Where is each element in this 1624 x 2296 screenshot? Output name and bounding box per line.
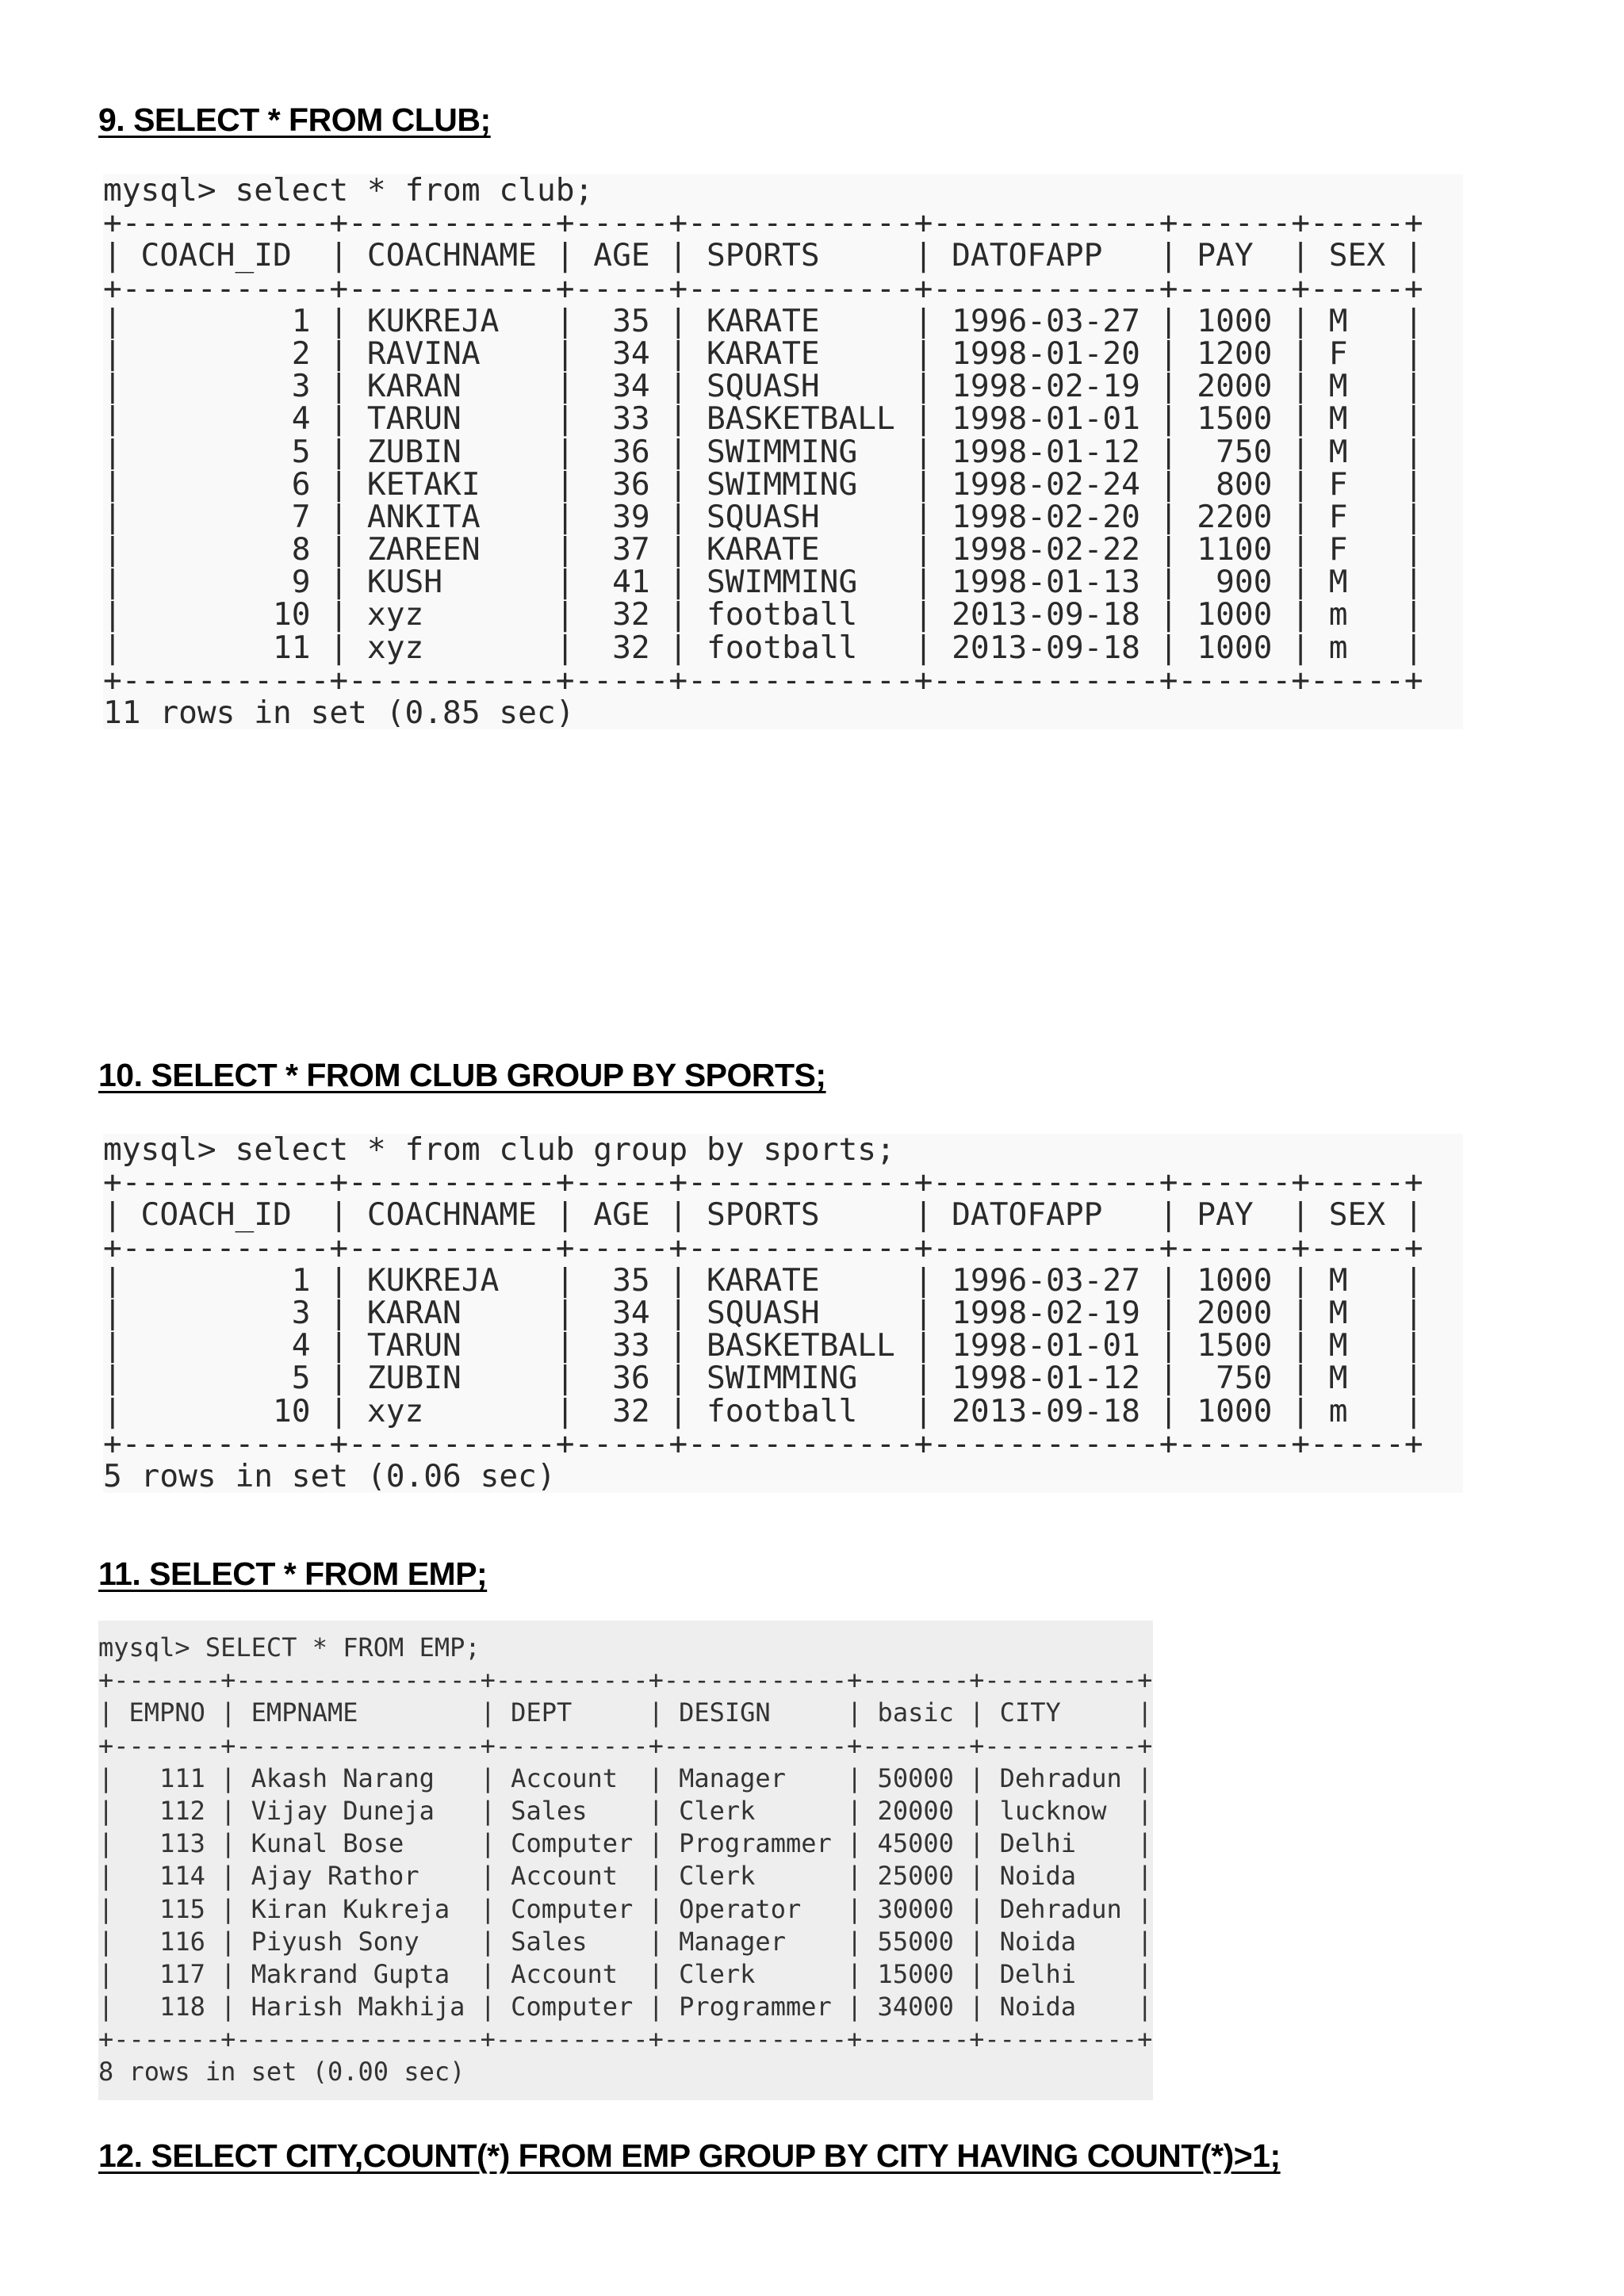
- table-row: | 111 | Akash Narang | Account | Manager | 50000 | Dehradun |: [98, 1762, 1153, 1793]
- table-row: | 117 | Makrand Gupta | Account | Clerk | 15000 | Delhi |: [98, 1958, 1153, 1989]
- table-header-row: | EMPNO | EMPNAME | DEPT | DESIGN | basic | CITY |: [98, 1697, 1153, 1728]
- section-12-heading: 12. SELECT CITY,COUNT(*) FROM EMP GROUP BY CITY HAVING COUNT(*)>1;: [98, 2137, 1281, 2174]
- console-prompt: mysql> SELECT * FROM EMP;: [98, 1632, 481, 1663]
- console-prompt: mysql> select * from club group by sports;: [103, 1131, 895, 1168]
- table-row: | 11 | xyz | 32 | football | 2013-09-18 | 1000 | m |: [103, 629, 1423, 666]
- table-row: | 115 | Kiran Kukreja | Computer | Operator | 30000 | Dehradun |: [98, 1893, 1153, 1924]
- table-row: | 5 | ZUBIN | 36 | SWIMMING | 1998-01-12 | 750 | M |: [103, 1360, 1423, 1397]
- table-border: +-------+----------------+----------+------------+-------+----------+: [98, 1730, 1153, 1761]
- table-row: | 4 | TARUN | 33 | BASKETBALL | 1998-01-01 | 1500 | M |: [103, 400, 1423, 438]
- result-summary: 8 rows in set (0.00 sec): [98, 2057, 465, 2087]
- table-border: +-----------+-----------+-----+------------+------------+------+-----+: [103, 1425, 1423, 1462]
- table-row: | 2 | RAVINA | 34 | KARATE | 1998-01-20 | 1200 | F |: [103, 335, 1423, 372]
- table-row: | 113 | Kunal Bose | Computer | Programmer | 45000 | Delhi |: [98, 1828, 1153, 1859]
- table-header-row: | COACH_ID | COACHNAME | AGE | SPORTS | DATOFAPP | PAY | SEX |: [103, 1196, 1423, 1234]
- result-summary: 5 rows in set (0.06 sec): [103, 1457, 556, 1494]
- table-border: +-------+----------------+----------+------------+-------+----------+: [98, 1665, 1153, 1696]
- table-border: +-------+----------------+----------+------------+-------+----------+: [98, 2024, 1153, 2055]
- emp-query-output: [98, 1621, 1153, 2100]
- section-10-heading: 10. SELECT * FROM CLUB GROUP BY SPORTS;: [98, 1057, 826, 1093]
- table-row: | 1 | KUKREJA | 35 | KARATE | 1996-03-27 | 1000 | M |: [103, 302, 1423, 339]
- table-row: | 3 | KARAN | 34 | SQUASH | 1998-02-19 | 2000 | M |: [103, 1294, 1423, 1331]
- table-row: | 8 | ZAREEN | 37 | KARATE | 1998-02-22 | 1100 | F |: [103, 531, 1423, 568]
- console-prompt: mysql> select * from club;: [103, 172, 594, 209]
- table-row: | 10 | xyz | 32 | football | 2013-09-18 | 1000 | m |: [103, 1392, 1423, 1429]
- table-row: | 7 | ANKITA | 39 | SQUASH | 1998-02-20 | 2200 | F |: [103, 498, 1423, 535]
- club-query-output: [103, 174, 1463, 729]
- table-row: | 116 | Piyush Sony | Sales | Manager | 55000 | Noida |: [98, 1926, 1153, 1957]
- table-row: | 6 | KETAKI | 36 | SWIMMING | 1998-02-24 | 800 | F |: [103, 465, 1423, 503]
- table-header-row: | COACH_ID | COACHNAME | AGE | SPORTS | DATOFAPP | PAY | SEX |: [103, 237, 1423, 274]
- table-row: | 3 | KARAN | 34 | SQUASH | 1998-02-19 | 2000 | M |: [103, 368, 1423, 405]
- table-row: | 112 | Vijay Duneja | Sales | Clerk | 20000 | lucknow |: [98, 1795, 1153, 1826]
- table-row: | 118 | Harish Makhija | Computer | Programmer | 34000 | Noida |: [98, 1992, 1153, 2022]
- table-row: | 10 | xyz | 32 | football | 2013-09-18 | 1000 | m |: [103, 596, 1423, 633]
- result-summary: 11 rows in set (0.85 sec): [103, 695, 575, 731]
- table-row: | 114 | Ajay Rathor | Account | Clerk | 25000 | Noida |: [98, 1861, 1153, 1892]
- table-row: | 4 | TARUN | 33 | BASKETBALL | 1998-01-01 | 1500 | M |: [103, 1327, 1423, 1364]
- table-row: | 1 | KUKREJA | 35 | KARATE | 1996-03-27 | 1000 | M |: [103, 1261, 1423, 1299]
- club-groupby-output: [103, 1131, 1463, 1494]
- table-row: | 9 | KUSH | 41 | SWIMMING | 1998-01-13 | 900 | M |: [103, 564, 1423, 601]
- section-11-heading: 11. SELECT * FROM EMP;: [98, 1556, 488, 1592]
- table-border: +-----------+-----------+-----+------------+------------+------+-----+: [103, 1229, 1423, 1266]
- table-border: +-----------+-----------+-----+------------+------------+------+-----+: [103, 1164, 1423, 1201]
- table-border: +-----------+-----------+-----+------------+------------+------+-----+: [103, 661, 1423, 698]
- table-border: +-----------+-----------+-----+------------+------------+------+-----+: [103, 270, 1423, 307]
- section-9-heading: 9. SELECT * FROM CLUB;: [98, 101, 491, 138]
- table-border: +-----------+-----------+-----+------------+------------+------+-----+: [103, 205, 1423, 242]
- table-row: | 5 | ZUBIN | 36 | SWIMMING | 1998-01-12 | 750 | M |: [103, 433, 1423, 470]
